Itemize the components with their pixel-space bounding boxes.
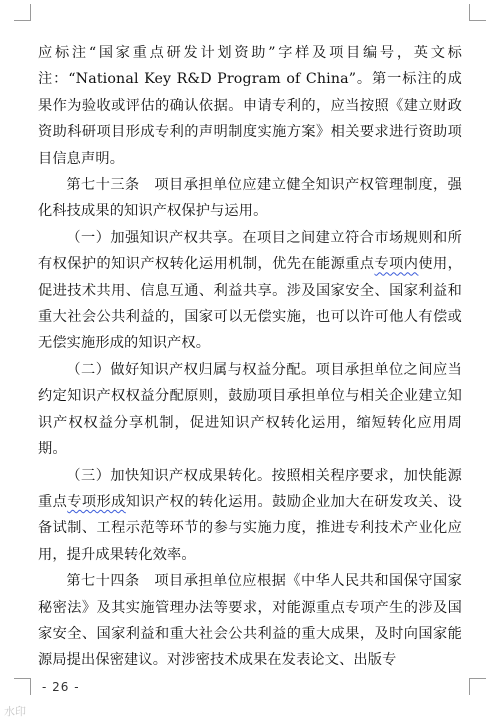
paragraph-p6 bbox=[38, 568, 462, 674]
crop-mark-top-right bbox=[469, 4, 486, 21]
page-number: - 26 - bbox=[42, 680, 80, 694]
paragraph-text: （一）加强知识产权共享。在项目之间建立符合市场规则和所有权保护的知识产权转化运用机制，优先在能源重点 bbox=[38, 229, 462, 273]
crop-mark-top-left bbox=[14, 4, 31, 21]
paragraph-text: 知识产权的转化运用。鼓励企业加大在研发攻关、设备试制、工程示范等环节的参与实施力度，推进专利技术产业化应用，提升成果转化效率。 bbox=[38, 493, 462, 563]
crop-mark-bottom-left bbox=[14, 678, 31, 695]
paragraph-p5 bbox=[38, 463, 462, 569]
paragraph-p4 bbox=[38, 357, 462, 463]
document-body bbox=[38, 40, 462, 674]
paragraph-text: 使用，促进技术共用、信息互通、利益共享。涉及国家安全、国家利益和重大社会公共利益的，国家可以无偿实施，也可以许可他人有偿或无偿实施形成的知识产权。 bbox=[38, 256, 463, 352]
spellcheck-flagged-text: 专项形成 bbox=[67, 493, 126, 510]
spellcheck-flagged-text: 专项内 bbox=[374, 256, 419, 273]
paragraph-text: 应标注“国家重点研发计划资助”字样及项目编号，英文标注：“National Key R&D Program of China”。第一标注的成果作为验收或评估的确认依据。申请专利的，应当按照《建立财政资助科研项目形成专利的声明制度实施方案》相关要求进行资助项目信息声明。 bbox=[38, 45, 462, 167]
paragraph-p1 bbox=[38, 40, 462, 172]
paragraph-text: 第七十三条 项目承担单位应建立健全知识产权管理制度，强化科技成果的知识产权保护与运用。 bbox=[38, 177, 462, 220]
watermark: 水印 bbox=[4, 705, 26, 718]
crop-mark-bottom-right bbox=[469, 678, 486, 695]
paragraph-text: （二）做好知识产权归属与权益分配。项目承担单位之间应当约定知识产权权益分配原则，鼓励项目承担单位与相关企业建立知识产权权益分享机制，促进知识产权转化运用，缩短转化应用周期。 bbox=[38, 361, 462, 458]
paragraph-p3 bbox=[38, 225, 462, 357]
paragraph-text: 第七十四条 项目承担单位应根据《中华人民共和国保守国家秘密法》及其实施管理办法等要求，对能源重点专项产生的涉及国家安全、国家利益和重大社会公共利益的重大成果，及时向国家能源局提出保密建议。对涉密技术成果在发表论文、出版专 bbox=[38, 573, 462, 669]
paragraph-p2 bbox=[38, 172, 462, 225]
paragraph-text: （三）加快知识产权成果转化。按照相关程序要求，加快能源重点 bbox=[38, 467, 462, 510]
